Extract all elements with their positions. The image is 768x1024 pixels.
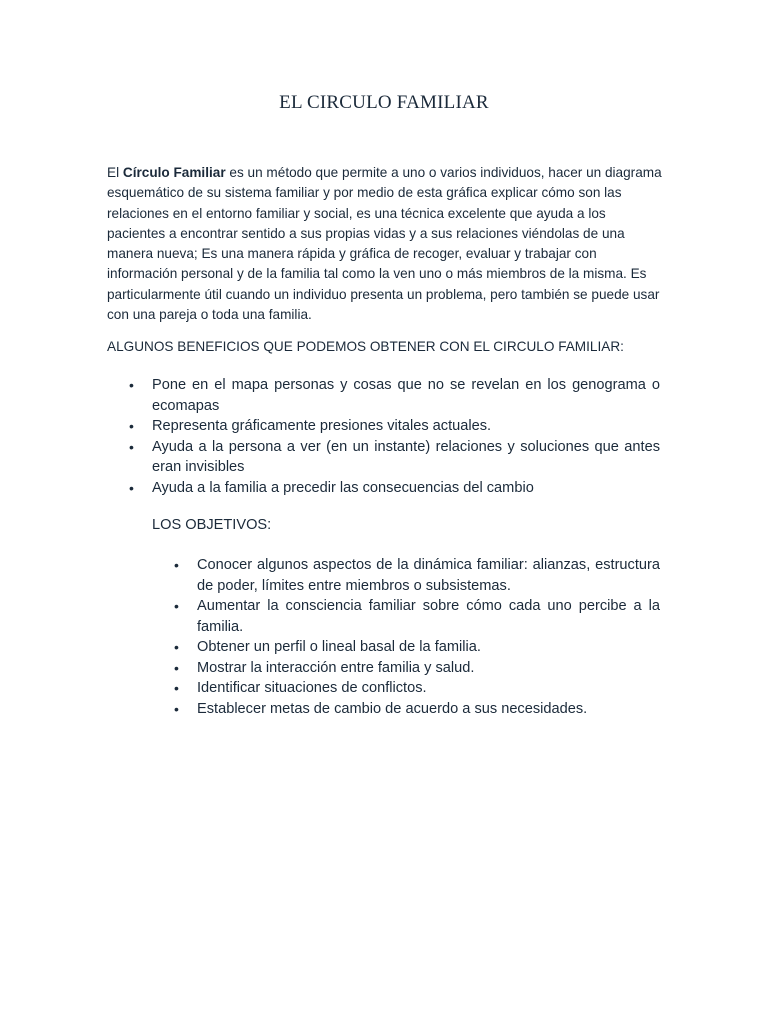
list-item: [129, 416, 660, 437]
benefit-text: Pone en el mapa personas y cosas que no se revelan en los genograma o ecomapas: [152, 377, 660, 414]
objective-text: Conocer algunos aspectos de la dinámica familiar: alianzas, estructura de poder, límites entre miembros o subsistemas.: [197, 557, 660, 594]
bullet-icon: •: [129, 438, 134, 455]
objectives-list: [174, 555, 660, 719]
list-item: [129, 437, 660, 478]
intro-bold-term: Círculo Familiar: [122, 165, 226, 180]
bullet-icon: •: [129, 418, 134, 434]
objective-text: Aumentar la consciencia familiar sobre cómo cada uno percibe a la familia.: [197, 598, 660, 635]
bullet-icon: •: [174, 700, 179, 717]
benefits-list: [129, 375, 660, 498]
intro-prefix: El: [107, 165, 123, 180]
benefits-heading: ALGUNOS BENEFICIOS QUE PODEMOS OBTENER CON EL CIRCULO FAMILIAR:: [107, 339, 624, 354]
bullet-icon: •: [174, 557, 179, 573]
benefit-text: Representa gráficamente presiones vitales actuales.: [152, 418, 492, 434]
document-title: EL CIRCULO FAMILIAR: [279, 92, 489, 113]
list-item: [129, 478, 660, 499]
list-item: [174, 596, 660, 637]
bullet-icon: •: [129, 377, 134, 393]
objective-text: Obtener un perfil o lineal basal de la familia.: [197, 639, 481, 655]
bullet-icon: •: [174, 639, 179, 655]
bullet-icon: •: [174, 659, 179, 676]
objective-text: Mostrar la interacción entre familia y salud.: [197, 659, 475, 676]
list-item: [174, 699, 660, 720]
list-item: [174, 678, 660, 699]
list-item: [174, 637, 660, 658]
bullet-icon: •: [129, 479, 134, 496]
intro-text: es un método que permite a uno o varios individuos, hacer un diagrama esquemático de su sistema familiar y por medio de esta gráfica explicar cómo son las relaciones en el entorno familiar y social, es una técnica excelente que ayuda a los pacientes a encontrar sentido a sus propias vidas y a sus relaciones viéndolas de una manera nueva; Es una manera rápida y gráfica de recoger, evaluar y trabajar con información personal y de la familia tal como la ven uno o más miembros de la misma. Es particularmente útil cuando un individuo presenta un problema, pero también se puede usar con una pareja o toda una familia.: [107, 165, 662, 323]
list-item: [129, 375, 660, 416]
benefit-text: Ayuda a la familia a precedir las consecuencias del cambio: [152, 479, 534, 496]
bullet-icon: •: [174, 680, 179, 696]
list-item: [174, 555, 660, 596]
objective-text: Identificar situaciones de conflictos.: [197, 680, 427, 696]
objectives-heading: LOS OBJETIVOS:: [152, 517, 272, 533]
bullet-icon: •: [174, 598, 179, 614]
list-item: [174, 658, 660, 679]
benefit-text: Ayuda a la persona a ver (en un instante) relaciones y soluciones que antes eran invisibles: [152, 438, 660, 475]
intro-paragraph: [107, 163, 663, 325]
objective-text: Establecer metas de cambio de acuerdo a sus necesidades.: [197, 700, 588, 717]
